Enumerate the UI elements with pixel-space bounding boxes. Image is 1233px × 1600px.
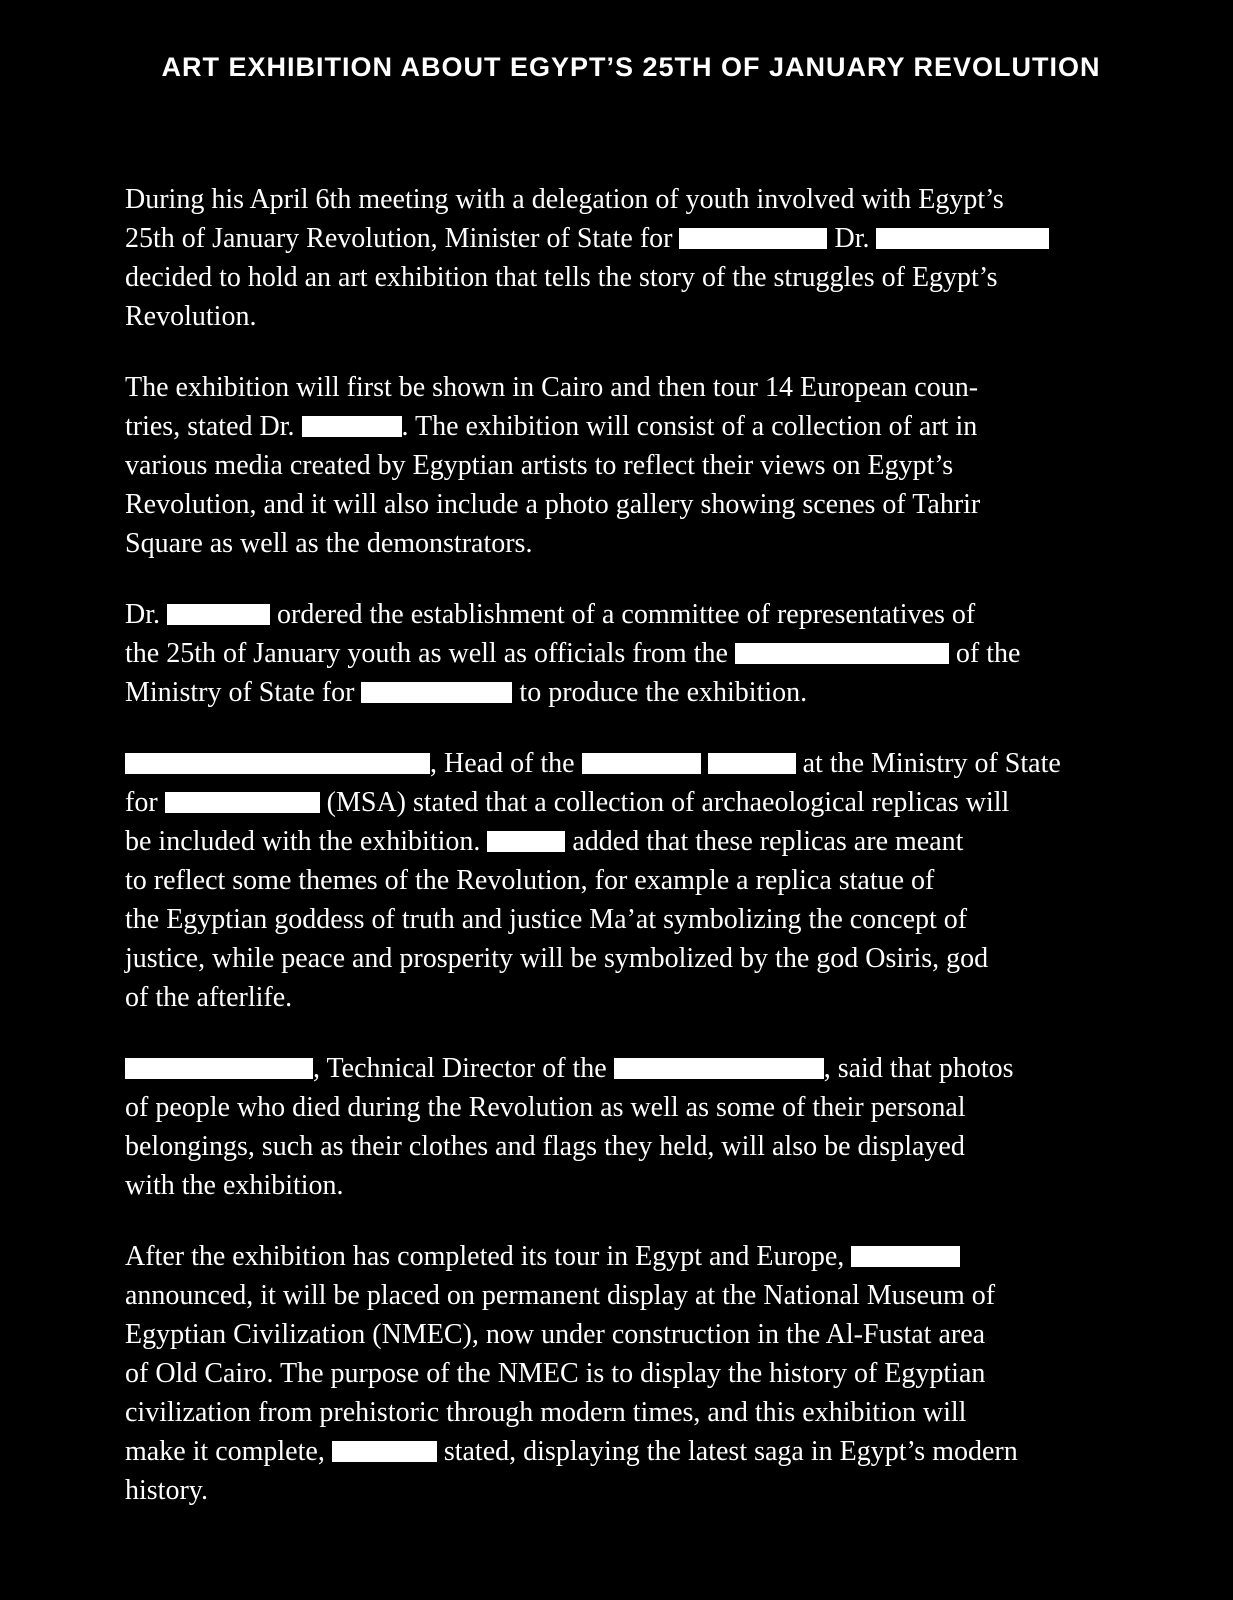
text-segment: to produce the exhibition. <box>512 677 808 708</box>
redaction-bar <box>708 753 796 774</box>
text-segment: Revolution, and it will also include a photo gallery showing scenes of Tahrir <box>125 489 981 520</box>
redaction-bar <box>487 831 565 852</box>
text-segment: , said that photos <box>823 1053 1014 1084</box>
text-segment: announced, it will be placed on permanent display at the National Museum of <box>125 1280 996 1311</box>
text-segment: for <box>125 787 165 818</box>
article-title: ART EXHIBITION ABOUT EGYPT’S 25TH OF JANUARY REVOLUTION <box>161 52 1101 82</box>
text-line <box>125 1471 1137 1510</box>
text-line <box>125 446 1137 485</box>
text-segment: belongings, such as their clothes and flags they held, will also be displayed <box>125 1131 965 1162</box>
text-segment: Dr. <box>827 223 877 254</box>
text-line <box>125 861 1137 900</box>
text-segment: of the afterlife. <box>125 982 293 1013</box>
text-segment: stated, displaying the latest saga in Egypt’s modern <box>436 1436 1018 1467</box>
redaction-bar <box>614 1058 824 1079</box>
text-segment: , Technical Director of the <box>313 1053 614 1084</box>
redaction-bar <box>125 753 430 774</box>
redaction-bar <box>679 228 827 249</box>
text-segment: tries, stated Dr. <box>125 411 302 442</box>
redaction-bar <box>167 604 270 625</box>
text-line <box>125 1276 1137 1315</box>
redaction-bar <box>735 643 949 664</box>
text-segment: history. <box>125 1475 208 1506</box>
text-line <box>125 673 1137 712</box>
paragraph <box>125 180 1137 336</box>
text-segment: the 25th of January youth as well as officials from the <box>125 638 735 669</box>
text-line <box>125 783 1137 822</box>
text-line <box>125 1166 1137 1205</box>
text-line <box>125 1049 1137 1088</box>
text-segment: Ministry of State for <box>125 677 362 708</box>
text-line <box>125 180 1137 219</box>
redaction-bar <box>302 416 402 437</box>
text-line <box>125 744 1137 783</box>
redaction-bar <box>165 792 320 813</box>
document-header <box>125 0 1137 82</box>
text-line <box>125 1088 1137 1127</box>
text-line <box>125 258 1137 297</box>
text-line <box>125 368 1137 407</box>
text-line <box>125 1393 1137 1432</box>
text-line <box>125 1354 1137 1393</box>
paragraph <box>125 1237 1137 1510</box>
text-line <box>125 1432 1137 1471</box>
text-segment: During his April 6th meeting with a delegation of youth involved with Egypt’s <box>125 184 1004 215</box>
text-segment: civilization from prehistoric through modern times, and this exhibition will <box>125 1397 967 1428</box>
paragraph <box>125 1049 1137 1205</box>
text-line <box>125 1315 1137 1354</box>
text-segment: Square as well as the demonstrators. <box>125 528 533 559</box>
text-segment <box>701 748 708 779</box>
text-segment: with the exhibition. <box>125 1170 344 1201</box>
text-segment: Revolution. <box>125 301 257 332</box>
text-line <box>125 634 1137 673</box>
text-segment: various media created by Egyptian artists to reflect their views on Egypt’s <box>125 450 954 481</box>
text-segment: be included with the exhibition. <box>125 826 488 857</box>
text-line <box>125 407 1137 446</box>
text-segment: make it complete, <box>125 1436 332 1467</box>
paragraph <box>125 744 1137 1017</box>
redaction-bar <box>876 228 1049 249</box>
text-line <box>125 822 1137 861</box>
paragraph <box>125 368 1137 563</box>
text-segment: to reflect some themes of the Revolution, for example a replica statue of <box>125 865 935 896</box>
text-segment: Egyptian Civilization (NMEC), now under construction in the Al-Fustat area <box>125 1319 986 1350</box>
text-line <box>125 939 1137 978</box>
text-segment: , Head of the <box>430 748 582 779</box>
redaction-bar <box>332 1441 437 1462</box>
text-segment: After the exhibition has completed its tour in Egypt and Europe, <box>125 1241 852 1272</box>
text-line <box>125 1237 1137 1276</box>
text-segment: Dr. <box>125 599 167 630</box>
text-line <box>125 524 1137 563</box>
text-line <box>125 485 1137 524</box>
text-segment: (MSA) stated that a collection of archaeological replicas will <box>319 787 1010 818</box>
text-line <box>125 219 1137 258</box>
text-segment: decided to hold an art exhibition that tells the story of the struggles of Egypt’s <box>125 262 998 293</box>
text-segment: . The exhibition will consist of a collection of art in <box>401 411 978 442</box>
paragraph <box>125 595 1137 712</box>
redaction-bar <box>361 682 512 703</box>
text-segment: of Old Cairo. The purpose of the NMEC is to display the history of Egyptian <box>125 1358 986 1389</box>
text-segment: The exhibition will first be shown in Cairo and then tour 14 European coun- <box>125 372 979 403</box>
text-line <box>125 297 1137 336</box>
text-line <box>125 900 1137 939</box>
text-segment: the Egyptian goddess of truth and justice Ma’at symbolizing the concept of <box>125 904 968 935</box>
text-segment: of the <box>948 638 1021 669</box>
text-line <box>125 595 1137 634</box>
text-segment: at the Ministry of State <box>795 748 1061 779</box>
redaction-bar <box>582 753 701 774</box>
text-line <box>125 978 1137 1017</box>
redaction-bar <box>125 1058 313 1079</box>
text-line <box>125 1127 1137 1166</box>
text-segment: of people who died during the Revolution as well as some of their personal <box>125 1092 966 1123</box>
text-segment: added that these replicas are meant <box>565 826 964 857</box>
text-segment: justice, while peace and prosperity will be symbolized by the god Osiris, god <box>125 943 989 974</box>
article-body <box>125 180 1137 1510</box>
text-segment: ordered the establishment of a committee of representatives of <box>270 599 976 630</box>
redaction-bar <box>851 1246 960 1267</box>
text-segment: 25th of January Revolution, Minister of State for <box>125 223 680 254</box>
